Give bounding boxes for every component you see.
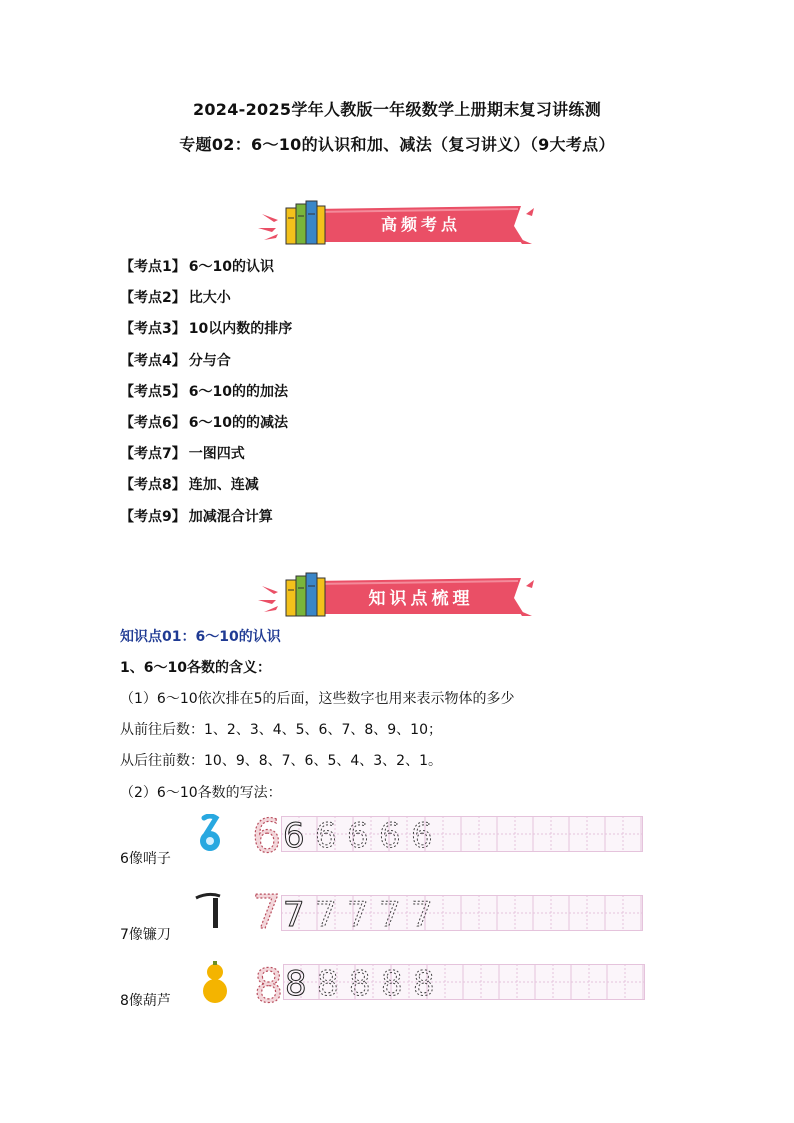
tracing-digit: 6: [379, 816, 401, 852]
banner-high-frequency: [256, 198, 536, 250]
tracing-digit: 7: [347, 895, 369, 931]
gourd-icon: [198, 960, 232, 1004]
model-digit: 7: [283, 895, 305, 931]
paragraph: 从后往前数：10、9、8、7、6、5、4、3、2、1。: [120, 753, 442, 769]
kaodian-item: 【考点9】 加减混合计算: [120, 508, 273, 525]
tracing-digit: 7: [315, 895, 337, 931]
document-title: 2024-2025学年人教版一年级数学上册期末复习讲练测: [192, 100, 602, 119]
svg-text:6: 6: [252, 809, 282, 858]
whistle-icon: [196, 814, 226, 854]
model-digit: 8: [285, 964, 307, 1000]
tracing-digit: 6: [411, 816, 433, 852]
banner-label: 知识点梳理: [368, 589, 474, 609]
kaodian-item: 【考点1】 6～10的认识: [120, 259, 274, 275]
writing-grid: [283, 964, 645, 1000]
tracing-digit: 7: [411, 895, 433, 931]
paragraph: （1）6～10依次排在5的后面，这些数字也用来表示物体的多少: [120, 691, 515, 707]
kaodian-item: 【考点2】 比大小: [120, 290, 231, 307]
traced-digit-8: [252, 958, 284, 1008]
paragraph: （2）6～10各数的写法：: [120, 785, 282, 801]
tracing-digit: 6: [347, 816, 369, 852]
digit-label: 8像葫芦: [120, 993, 171, 1009]
model-digit: 6: [283, 816, 305, 852]
writing-grid: [281, 816, 643, 852]
traced-digit-7: [250, 884, 282, 934]
tracing-digit: 8: [317, 964, 339, 1000]
tracing-digit: 8: [413, 964, 435, 1000]
writing-grid: [281, 895, 643, 931]
document-subtitle: 专题02：6～10的认识和加、减法（复习讲义）（9大考点）: [179, 135, 615, 154]
kaodian-item: 【考点6】 6～10的的减法: [120, 414, 288, 431]
digit-label: 7像镰刀: [120, 927, 171, 943]
sickle-icon: [194, 892, 224, 932]
kaodian-item: 【考点7】 一图四式: [120, 446, 245, 463]
tracing-digit: 6: [315, 816, 337, 852]
kaodian-item: 【考点8】 连加、连减: [120, 477, 259, 494]
digit-label: 6像哨子: [120, 851, 171, 867]
kaodian-list: [120, 257, 292, 538]
kaodian-item: 【考点5】 6～10的的加法: [120, 383, 288, 400]
traced-digit-6: [250, 808, 282, 858]
knowledge-heading: 知识点01：6～10的认识: [120, 629, 281, 645]
knowledge-subheading: 1、6～10各数的含义：: [120, 660, 271, 676]
svg-text:8: 8: [254, 959, 284, 1008]
banner-knowledge: [256, 570, 536, 622]
banner-label: 高频考点: [380, 215, 461, 234]
svg-text:7: 7: [252, 885, 282, 934]
tracing-digit: 8: [349, 964, 371, 1000]
kaodian-item: 【考点4】 分与合: [120, 352, 231, 369]
books-icon: [286, 201, 325, 244]
kaodian-item: 【考点3】 10以内数的排序: [120, 321, 293, 338]
tracing-digit: 8: [381, 964, 403, 1000]
books-icon: [286, 573, 325, 616]
paragraph: 从前往后数：1、2、3、4、5、6、7、8、9、10；: [120, 722, 442, 738]
tracing-digit: 7: [379, 895, 401, 931]
